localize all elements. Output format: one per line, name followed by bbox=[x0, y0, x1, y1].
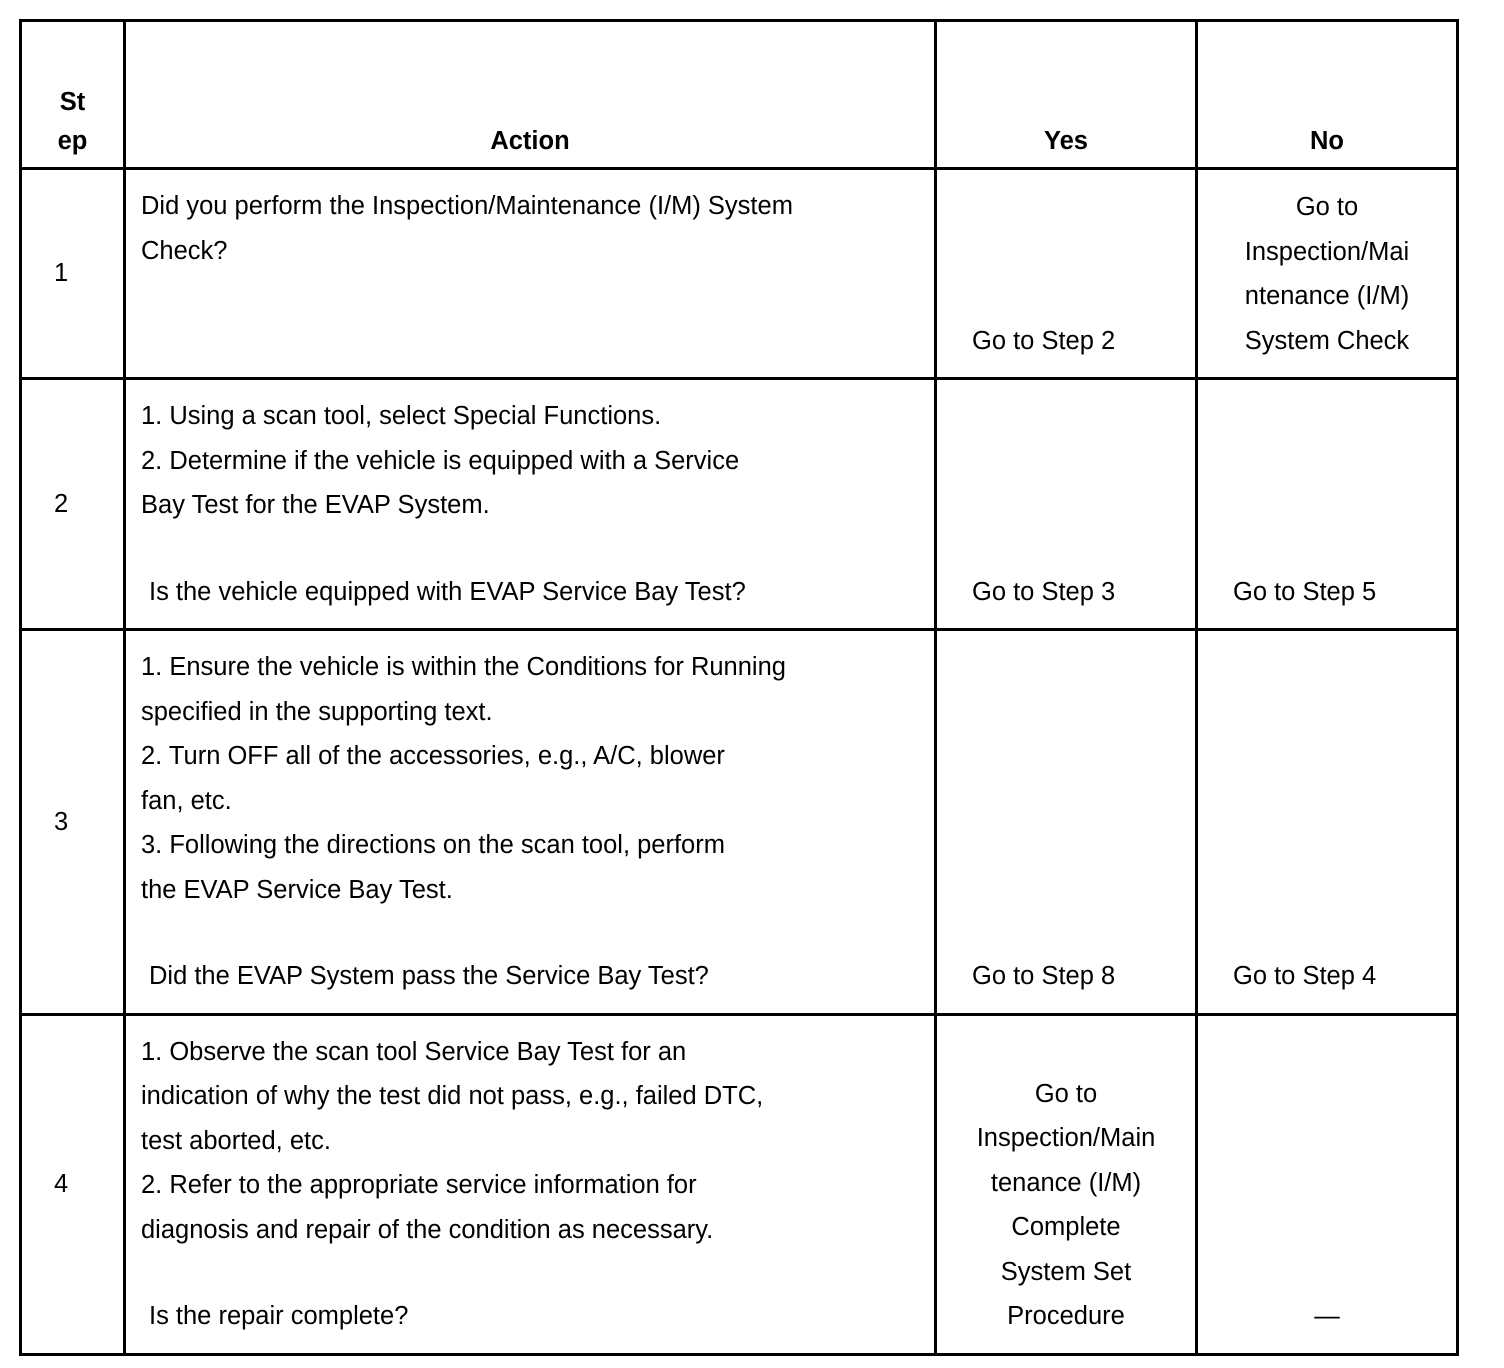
action-line: 2. Refer to the appropriate service information for bbox=[141, 1171, 697, 1199]
no-cell bbox=[1197, 169, 1458, 379]
step-number: 2 bbox=[21, 379, 125, 630]
yes-cell: Go to Step 2 bbox=[936, 169, 1197, 379]
no-line: ntenance (I/M) bbox=[1244, 282, 1410, 310]
action-line: indication of why the test did not pass, e.g., failed DTC, bbox=[141, 1082, 764, 1110]
action-line: the EVAP Service Bay Test. bbox=[141, 875, 453, 904]
action-line: 1. Ensure the vehicle is within the Conditions for Running bbox=[141, 653, 786, 681]
header-row bbox=[21, 21, 1458, 169]
step-number: 3 bbox=[21, 630, 125, 1015]
action-cell bbox=[125, 169, 936, 379]
yes-line: Procedure bbox=[1007, 1302, 1125, 1330]
yes-line: tenance (I/M) bbox=[990, 1168, 1142, 1197]
header-step-line2: ep bbox=[57, 127, 88, 155]
table-row bbox=[21, 1014, 1458, 1354]
diagnostic-table bbox=[19, 19, 1459, 1356]
action-line: Check? bbox=[141, 236, 228, 265]
action-line: Did you perform the Inspection/Maintenance (I/M) System bbox=[141, 192, 793, 220]
action-cell bbox=[125, 630, 936, 1015]
action-question: Is the vehicle equipped with EVAP Service Bay Test? bbox=[149, 577, 746, 606]
header-step-line1: St bbox=[59, 88, 86, 116]
table-row bbox=[21, 169, 1458, 379]
action-cell bbox=[125, 1014, 936, 1354]
action-line: test aborted, etc. bbox=[141, 1126, 331, 1155]
action-line: Bay Test for the EVAP System. bbox=[141, 491, 490, 519]
yes-line: Complete bbox=[1011, 1213, 1121, 1241]
no-cell: — bbox=[1197, 1014, 1458, 1354]
action-line: 2. Determine if the vehicle is equipped with a Service bbox=[141, 446, 740, 475]
action-line: 3. Following the directions on the scan tool, perform bbox=[141, 831, 725, 859]
action-question: Did the EVAP System pass the Service Bay Test? bbox=[149, 962, 709, 990]
no-cell: Go to Step 4 bbox=[1197, 630, 1458, 1015]
no-line: System Check bbox=[1244, 326, 1410, 355]
action-cell bbox=[125, 379, 936, 630]
header-action: Action bbox=[125, 21, 936, 169]
header-step bbox=[21, 21, 125, 169]
yes-line: System Set bbox=[1000, 1257, 1132, 1286]
header-no: No bbox=[1197, 21, 1458, 169]
action-line: specified in the supporting text. bbox=[141, 697, 493, 726]
table-row bbox=[21, 630, 1458, 1015]
action-line: diagnosis and repair of the condition as necessary. bbox=[141, 1215, 714, 1244]
action-line: 1. Observe the scan tool Service Bay Test for an bbox=[141, 1037, 687, 1066]
no-cell: Go to Step 5 bbox=[1197, 379, 1458, 630]
yes-cell: Go to Step 8 bbox=[936, 630, 1197, 1015]
yes-cell: Go to Step 3 bbox=[936, 379, 1197, 630]
no-line: Inspection/Mai bbox=[1244, 237, 1410, 266]
step-number: 4 bbox=[21, 1014, 125, 1354]
action-line: 2. Turn OFF all of the accessories, e.g., A/C, blower bbox=[141, 742, 725, 770]
step-number: 1 bbox=[21, 169, 125, 379]
no-line: Go to bbox=[1295, 193, 1359, 221]
yes-line: Inspection/Main bbox=[976, 1124, 1156, 1152]
action-line: fan, etc. bbox=[141, 786, 232, 815]
yes-line: Go to bbox=[1034, 1079, 1098, 1108]
table-row bbox=[21, 379, 1458, 630]
action-question: Is the repair complete? bbox=[149, 1302, 409, 1330]
header-yes: Yes bbox=[936, 21, 1197, 169]
yes-cell bbox=[936, 1014, 1197, 1354]
action-line: 1. Using a scan tool, select Special Functions. bbox=[141, 402, 662, 430]
